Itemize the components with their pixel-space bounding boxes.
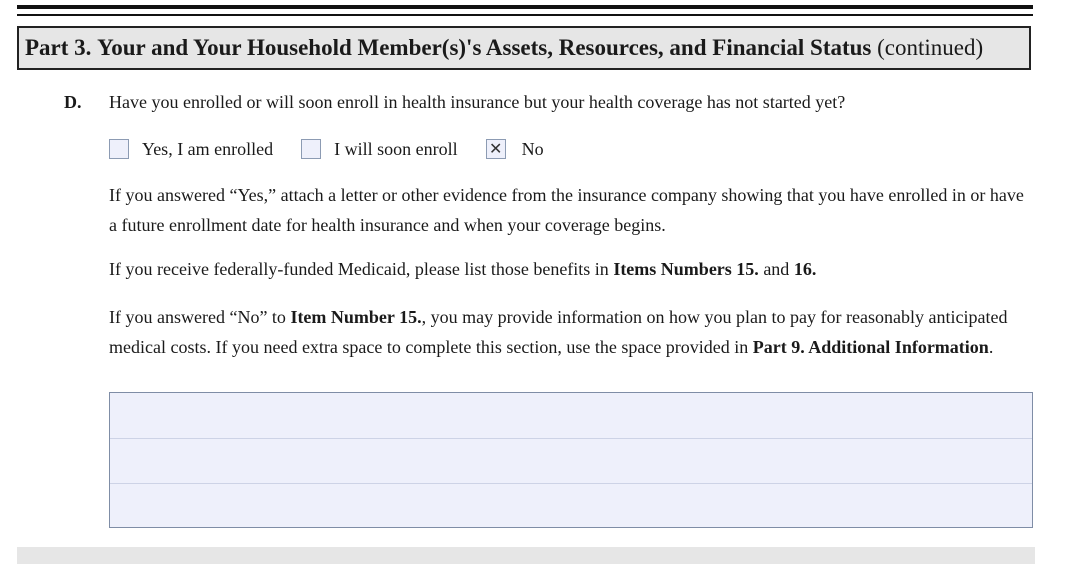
instruction-no [109,302,1034,362]
part9-ref: Part 9. Additional Information [752,337,989,357]
medicaid-and: and [758,259,794,279]
items-ref: Items Numbers 15. [613,259,759,279]
checkbox-yes-enrolled[interactable] [109,139,129,159]
top-rule-thin [17,14,1033,16]
checkbox-no[interactable]: ✕ [486,139,506,159]
no-text-end: . [988,337,994,357]
option-label-no: No [521,138,544,159]
instruction-yes: If you answered “Yes,” attach a letter or other evidence from the insurance company showing that you have enrolled in or have a future enrollment date for health insurance and when your coverage begins. [109,185,1024,235]
part-title: Your and Your Household Member(s)'s Assets, Resources, and Financial Status [97,35,872,60]
part-header [17,26,1031,70]
section-letter: D. [64,92,82,112]
item15-ref: Item Number 15. [290,307,422,327]
option-yes-enrolled[interactable] [109,139,273,160]
part-number: Part 3. [25,35,92,60]
instruction-medicaid [109,254,1034,284]
item16-ref: 16. [793,259,817,279]
option-soon-enroll[interactable] [301,139,458,160]
no-text-mid: , you may provide information on how you plan to pay for reasonably anticipated medical costs. If you need extra space to complete this section, use the space provided in [109,307,1008,357]
option-no[interactable] [486,139,544,160]
options-row [109,136,572,162]
question-text: Have you enrolled or will soon enroll in health insurance but your health coverage has not started yet? [109,92,846,112]
answer-line [110,483,1032,484]
medicaid-text: If you receive federally-funded Medicaid, please list those benefits in [109,259,614,279]
option-label-yes-enrolled: Yes, I am enrolled [142,138,274,159]
footer-band [17,547,1035,564]
option-label-soon-enroll: I will soon enroll [334,138,458,159]
checkbox-soon-enroll[interactable] [301,139,321,159]
answer-line [110,438,1032,439]
part-suffix: (continued) [877,35,984,60]
top-rule-thick [17,5,1033,9]
answer-textarea[interactable] [109,392,1033,528]
no-text-pre: If you answered “No” to [109,307,291,327]
